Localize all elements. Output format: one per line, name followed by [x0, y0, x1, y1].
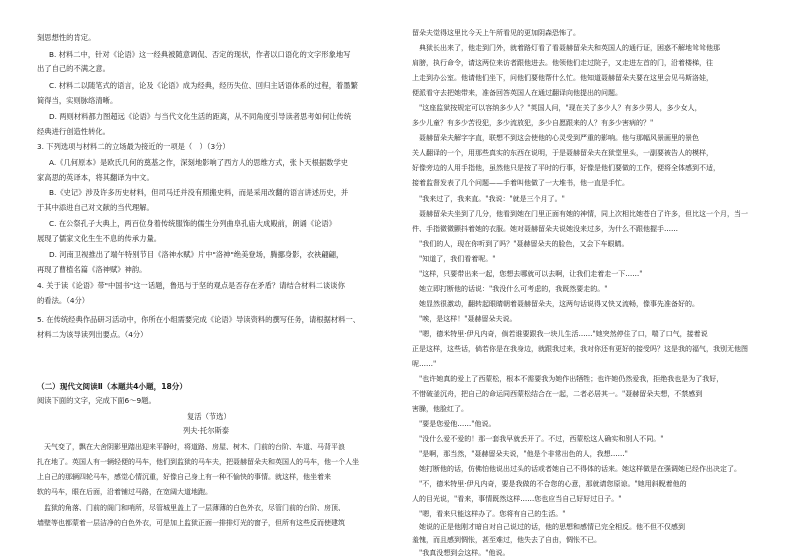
story-line: 她打断他的话，仿佛怕他说出过头的话或者她自己不得体的话来。她这样做是在强调她已经作出决定了。	[412, 465, 741, 473]
text-line: 于其中添进自己对文献的当代理解。	[37, 203, 154, 212]
story-line: 正是这样，这些话，倘若你是在我身边，就跟我过来，我对你还有更好的接受吗？这是我的福气，我别无他图	[412, 345, 748, 353]
story-line: 她说的正是他刚才暗自对自己说过的话，他的思想和感情已完全相反。他不但不仅感到	[412, 523, 685, 531]
story-line: "是啊，那当然，"聂赫留朵夫说，"他是个非常出色的人，我想……"	[412, 450, 628, 458]
story-line: "唉，是这样！"聂赫留朵夫说。	[412, 315, 517, 323]
story-line: 便派看守去把她带来，准备回答英国人在通过翻译向他提出的问题。	[412, 89, 622, 97]
section-heading: （二）现代文阅读Ⅱ（本题共4小题，18分）	[37, 382, 187, 391]
text-line: 简得当，实则脉络清晰。	[37, 96, 118, 105]
question-4: 4. 关于读《论语》带"中国书"这一话题，鲁迅与于坚的观点是否存在矛盾？请结合材料二谈谈你	[37, 281, 345, 290]
q3-option-c: C. 在公祭孔子大典上，两百位身着传统服饰的儒生分列曲阜孔庙大成殿前，朗诵《论语》	[49, 219, 337, 228]
story-line: 关人翻译的一个，用那些真实的东西在说明，于是聂赫留朵夫在狱堂里头，一副要被告人的模样，	[412, 149, 713, 157]
story-line: 人的目光说，"看来，事情既然这样……您也应当自己好好过日子。"	[412, 495, 622, 503]
text-line: 展现了儒家文化生生不息的传承力量。	[37, 234, 162, 243]
story-line: 上自己的那辆四轮马车，感觉心情沉重，好像自己身上有一种不愉快的事情。就这样，他坐着来	[37, 473, 331, 481]
story-line: "我真没想到会这样。"他说。	[412, 549, 510, 557]
story-line: 不惜破釜沉舟，把自己的命运同西蒙松结合在一起，二者必居其一。"聂赫留朵夫想，不禁感到	[412, 390, 703, 398]
text-line: 经典进行创造性转化。	[37, 127, 110, 136]
question-5: 5. 在传统经典作品研习活动中，你所在小组需要完成《论语》导读资料的撰写任务，请根据材料一、	[37, 315, 361, 324]
story-line: "嗯，看来只能这样办了。您将有自己的生活。"	[412, 510, 566, 518]
story-line: 扎在地了。英国人有一辆轻便的马车，他们到监狱的马车夫，把聂赫留朵夫和英国人的马车，他一个人坐	[37, 458, 359, 466]
q3-option-b: B.《史记》涉及许多历史材料，但司马迁并没有照搬史料，而是采用改翻的语言讲述历史，并	[49, 188, 349, 197]
q3-option-a: A.《几何原本》是欧氏几何的奠基之作，深刻地影响了西方人的思维方式，张卜天根据数学史	[49, 158, 349, 167]
story-line: "我们的人，现在你听到了吗？"聂赫留朵夫的脸色，又会下车眼睛。	[412, 240, 629, 248]
story-line: 羞愧，而且感到惆怅，甚至难过，他失去了自由，惆怅不已。	[412, 536, 601, 544]
story-line: 墙壁等也都蒙着一层洁净的白色外衣，可是加上监狱正面一排排灯光的窗子，但所有这些反而使建筑	[37, 519, 345, 527]
option-c: C. 材料二以随笔式的语言，论及《论语》成为经典，经历失位、回归主话语体系的过程，着墨繁	[49, 81, 358, 90]
option-b: B. 材料二中，针对《论语》这一经典被随意调侃、否定的现状，作者以口语化的文字形象地写	[49, 50, 351, 59]
section-intro: 阅读下面的文字，完成下面6～9题。	[37, 396, 156, 405]
story-line: 件、手指微微颤抖着她的衣服。她对聂赫留朵夫说她没来过多，为什么不跟他握手……	[412, 225, 678, 233]
story-line: "知道了，我们看着呢。"	[412, 255, 496, 263]
story-line: 害臊，他脸红了。	[412, 405, 468, 413]
story-line: "也许她真的爱上了西蒙松，根本不需要我为她作出牺牲；也许她仍然爱我，拒绝我也是为了我好，	[412, 375, 724, 383]
story-line: 天气变了，飘在大舍阴影里踏出迎来平静时，将道路、房屋、树木、门前的台阶、车道、马背平浪	[37, 443, 345, 451]
text-line: 再现了曹植名篇《洛神赋》神韵。	[37, 265, 147, 274]
text-line: 材料二为该导读列出要点。（4分）	[37, 330, 148, 339]
story-line: 软的马车，眼在后面，沿着铺过马路，在宽阔大道地跑。	[37, 488, 212, 496]
story-title: 复活（节选）	[187, 412, 231, 421]
story-line: "嗯，德米特里·伊凡内奇，倘若谁要跟我一块儿生活……"她突然停住了口，喘了口气，接着说	[412, 330, 708, 338]
story-line: 聂赫留朵夫解字字直，联想不到这会使他的心灵受到严重的影响。他与那幅风景画里的景色	[412, 134, 699, 142]
story-line: 上走到办公室。他请他们坐下，问他们要他帮什么忙。他知道聂赫留朵夫要在这里会见马斯洛娃，	[412, 74, 713, 82]
story-line: "不，德米特里·伊凡内奇，要是我做的不合您的心意，那就请您原谅。"她用斜睨着他的	[412, 480, 687, 488]
story-line: 接着监督发表了几个问题——手着叫他做了一大堆书，他一直是手忙。	[412, 179, 629, 187]
story-line: 她显然很激动，翻转起眼睛朝着聂赫留朵夫，这两句话说得又快又流畅，像事先准备好的。	[412, 300, 699, 308]
text-line: 出了自己的不满之意。	[37, 64, 110, 73]
story-line: 监狱的角落、门前的阁门和哨所，尽管城里盖上了一层薄薄的白色外衣，尽管门前的台阶、房顶、	[37, 504, 345, 512]
story-line: 聂赫留朵夫坐到了几分，他看到她在门里正面有她的神情，同上次相比她苍白了许多，但比这一个月，当一	[412, 210, 748, 218]
story-line: 她立即打断他的话说："我没什么可考虑的，我既然要走的。"	[412, 285, 608, 293]
story-line: 好像旁边的人用手指他，虽然他只是按了平时的行事，好像是他们要做的工作，便将全体感到不适，	[412, 164, 720, 172]
text-line: 家高思的英译本，将其翻译为中文。	[37, 173, 154, 182]
story-line: 多少儿童？有多少苦役犯，多少流放犯，多少自愿跟来的人？有多少害病的？"	[412, 119, 654, 127]
story-line: 呢……"	[412, 360, 437, 368]
story-line: "要是您爱他……"他说。	[412, 420, 496, 428]
story-line: "这样，只要带出来一起，您想去哪就可以去啊，让我们走着走一下……"	[412, 270, 643, 278]
story-line: "我来过了，我来直。"我说："就是三个月了。"	[412, 195, 565, 203]
story-line: 留朵夫觉得这里比今天上午所看见的更加阴森恐怖了。	[412, 29, 580, 37]
question-3: 3. 下列选项与材料二的立场最为接近的一项是（ ）（3分）	[37, 142, 230, 151]
story-author: 列夫·托尔斯泰	[183, 426, 230, 435]
text-line: 刻思想性的肯定。	[37, 33, 96, 42]
story-line: 典狱长出来了，他走到门外，就着路灯看了看聂赫留朵夫和英国人的通行证，困惑不解地耸耸他那	[412, 44, 720, 52]
option-d: D. 两则材料都力图超远《论语》与当代文化生活的距离，从不同角度引导读者思考如何让传统	[49, 112, 352, 121]
text-line: 的看法。（4分）	[37, 296, 90, 305]
story-line: 肩膀，执行命令，请这两位来访者跟他进去。他领他们走过院子，又走进左首的门，沿着楼梯，往	[412, 59, 713, 67]
story-line: "没什么爱不爱的！那一套我早就丢开了。不过，西蒙松这人确实和别人不同。"	[412, 435, 664, 443]
q3-option-d: D. 河南卫视推出了端午特别节目《洛神水赋》片中"洛神"绝美登场，腾挪身影，衣袂翩翩，	[49, 250, 344, 259]
story-line: "这座监狱按规定可以容纳多少人？"英国人问，"现在关了多少人？有多少男人，多少女人，	[412, 104, 702, 112]
